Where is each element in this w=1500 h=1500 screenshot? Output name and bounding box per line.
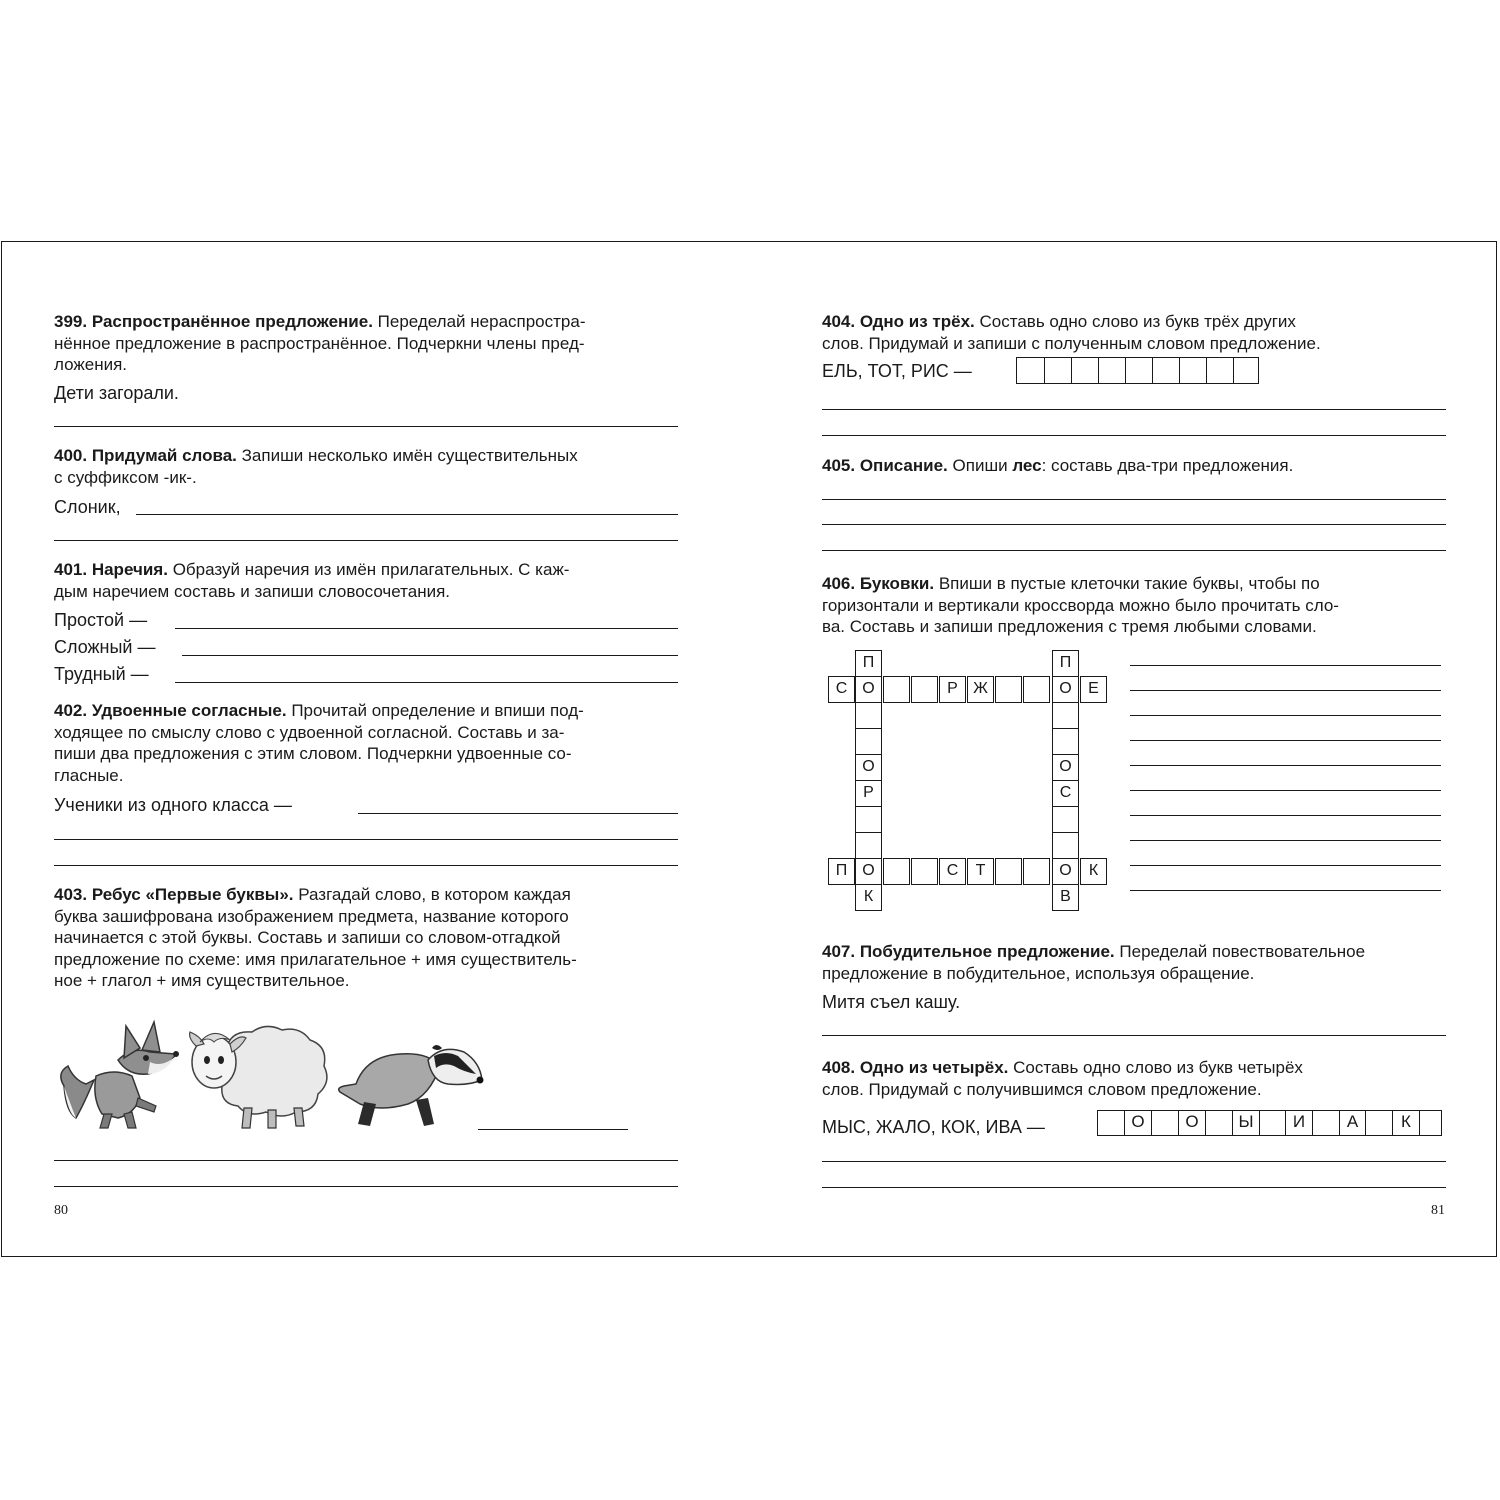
answer-line[interactable] <box>54 1160 678 1161</box>
answer-line[interactable] <box>822 435 1446 436</box>
letter-cell[interactable] <box>1233 358 1260 383</box>
answer-line[interactable] <box>1130 715 1441 716</box>
crossword-cell[interactable] <box>855 806 882 833</box>
crossword-cell[interactable]: О <box>855 858 882 885</box>
letter-cell[interactable] <box>1419 1111 1443 1135</box>
letter-cell[interactable] <box>1179 358 1206 383</box>
crossword-cell[interactable] <box>1023 676 1050 703</box>
crossword-cell[interactable] <box>995 676 1022 703</box>
answer-line[interactable] <box>1130 690 1441 691</box>
crossword-cell[interactable]: О <box>855 676 882 703</box>
crossword-cell[interactable] <box>883 858 910 885</box>
letter-cell[interactable] <box>1205 1111 1232 1135</box>
exercise-407: 407. Побудительное предложение. Переделай повествовательное предложение в побудительное, используя обращение. <box>822 942 1366 983</box>
crossword-cell[interactable] <box>1023 858 1050 885</box>
crossword-cell[interactable] <box>1052 832 1079 859</box>
answer-line[interactable] <box>1130 840 1441 841</box>
exercise-404: 404. Одно из трёх. Составь одно слово из букв трёх других слов. Придумай и запиши с полученным словом предложение. <box>822 312 1321 353</box>
answer-line[interactable] <box>54 865 678 866</box>
crossword-cell[interactable]: К <box>1080 858 1107 885</box>
crossword-cell[interactable] <box>1052 728 1079 755</box>
answer-line[interactable] <box>54 540 678 541</box>
crossword-cell[interactable] <box>995 858 1022 885</box>
letter-cell[interactable] <box>1151 1111 1178 1135</box>
answer-line[interactable] <box>358 813 678 814</box>
answer-line[interactable] <box>822 1035 1446 1036</box>
letter-cell[interactable] <box>1017 358 1044 383</box>
answer-line[interactable] <box>822 409 1446 410</box>
answer-line[interactable] <box>822 1161 1446 1162</box>
answer-line[interactable] <box>1130 890 1441 891</box>
ex401-word-3: Трудный — <box>54 664 149 684</box>
answer-line[interactable] <box>175 628 678 629</box>
answer-line[interactable] <box>54 839 678 840</box>
exercise-400: 400. Придумай слова. Запиши несколько имён существительных с суффиксом -ик-. <box>54 446 578 487</box>
answer-line[interactable] <box>822 524 1446 525</box>
answer-line[interactable] <box>1130 815 1441 816</box>
crossword-cell[interactable] <box>911 858 938 885</box>
crossword-cell[interactable]: Т <box>967 858 994 885</box>
crossword-cell[interactable]: Р <box>939 676 966 703</box>
ex400-prompt: Слоник, <box>54 497 121 517</box>
crossword-cell[interactable]: С <box>828 676 855 703</box>
crossword-cell[interactable] <box>855 728 882 755</box>
exercise-399: 399. Распространённое предложение. Переделай нераспростра- нённое предложение в распространённое. Подчеркни члены пред- ложения. <box>54 312 586 374</box>
crossword-cell[interactable] <box>1052 702 1079 729</box>
ex401-word-1: Простой — <box>54 610 148 630</box>
ex404-words: ЕЛЬ, ТОТ, РИС — <box>822 361 972 381</box>
letter-cell[interactable] <box>1125 358 1152 383</box>
letter-cell[interactable] <box>1152 358 1179 383</box>
crossword-cell[interactable] <box>855 702 882 729</box>
answer-line[interactable] <box>54 426 678 427</box>
answer-line[interactable] <box>54 1186 678 1187</box>
letter-cell[interactable] <box>1365 1111 1392 1135</box>
answer-line[interactable] <box>136 514 678 515</box>
answer-line[interactable] <box>1130 865 1441 866</box>
crossword-cell[interactable]: Р <box>855 780 882 807</box>
answer-line[interactable] <box>175 682 678 683</box>
answer-line[interactable] <box>1130 665 1441 666</box>
ex399-sentence: Дети загорали. <box>54 383 179 403</box>
crossword-cell[interactable]: В <box>1052 884 1079 911</box>
crossword-cell[interactable] <box>883 676 910 703</box>
letter-cell[interactable] <box>1312 1111 1339 1135</box>
exercise-402: 402. Удвоенные согласные. Прочитай определение и впиши под- ходящее по смыслу слово с удвоенной согласной. Составь и за- пиши два предложения с этим словом. Подчеркни удвоенные со- гласные. <box>54 701 584 785</box>
crossword-cell[interactable]: О <box>1052 754 1079 781</box>
exercise-401: 401. Наречия. Образуй наречия из имён прилагательных. С каж- дым наречием составь и запиши словосочетания. <box>54 560 570 601</box>
letter-cell[interactable] <box>1098 358 1125 383</box>
letter-cell[interactable] <box>1044 358 1071 383</box>
ex401-word-2: Сложный — <box>54 637 156 657</box>
crossword-cell[interactable]: Е <box>1080 676 1107 703</box>
answer-line[interactable] <box>182 655 678 656</box>
letter-cell[interactable] <box>1071 358 1098 383</box>
crossword-cell[interactable]: С <box>939 858 966 885</box>
page-number: 80 <box>54 1203 68 1218</box>
exercise-403: 403. Ребус «Первые буквы». Разгадай слово, в котором каждая буква зашифрована изображением предмета, название которого начинается с этой буквы. Составь и запиши со словом-отгадкой предложение по схеме: имя прилагательное + имя существитель- ное + глагол + имя существительное. <box>54 885 577 990</box>
answer-line[interactable] <box>822 499 1446 500</box>
letter-cell[interactable] <box>1206 358 1233 383</box>
letter-cell[interactable]: О <box>1178 1111 1205 1135</box>
letter-cell[interactable]: К <box>1392 1111 1419 1135</box>
crossword-cell[interactable]: О <box>1052 858 1079 885</box>
crossword-cell[interactable]: С <box>1052 780 1079 807</box>
answer-line[interactable] <box>478 1129 628 1130</box>
letter-cell[interactable]: Ы <box>1232 1111 1259 1135</box>
ex407-sentence: Митя съел кашу. <box>822 992 961 1012</box>
sheep-icon <box>186 1020 332 1130</box>
crossword-cell[interactable]: О <box>1052 676 1079 703</box>
crossword-cell[interactable]: К <box>855 884 882 911</box>
crossword-cell[interactable] <box>855 832 882 859</box>
answer-line[interactable] <box>822 550 1446 551</box>
answer-line[interactable] <box>1130 765 1441 766</box>
exercise-408: 408. Одно из четырёх. Составь одно слово из букв четырёх слов. Придумай с получившимся словом предложение. <box>822 1058 1303 1099</box>
crossword-cell[interactable]: П <box>1052 650 1079 677</box>
ex404-letter-cells[interactable] <box>1016 357 1259 384</box>
ex408-letter-cells[interactable] <box>1097 1110 1442 1136</box>
crossword-cell[interactable]: П <box>828 858 855 885</box>
exercise-405: 405. Описание. Опиши лес: составь два-три предложения. <box>822 456 1294 475</box>
ex402-prompt: Ученики из одного класса — <box>54 795 292 815</box>
answer-line[interactable] <box>822 1187 1446 1188</box>
ex408-words: МЫС, ЖАЛО, КОК, ИВА — <box>822 1117 1045 1137</box>
crossword-cell[interactable] <box>911 676 938 703</box>
letter-cell[interactable] <box>1098 1111 1124 1135</box>
exercise-406: 406. Буковки. Впиши в пустые клеточки такие буквы, чтобы по горизонтали и вертикали кроссворда можно было прочитать сло- ва. Составь и запиши предложения с тремя любыми словами. <box>822 574 1339 636</box>
badger-icon <box>336 1042 486 1134</box>
crossword-cell[interactable]: П <box>855 650 882 677</box>
crossword-cell[interactable]: О <box>855 754 882 781</box>
crossword-cell[interactable]: Ж <box>967 676 994 703</box>
crossword-cell[interactable] <box>1052 806 1079 833</box>
fox-icon <box>54 1018 184 1130</box>
page-number: 81 <box>1431 1203 1445 1218</box>
letter-cell[interactable]: О <box>1124 1111 1151 1135</box>
letter-cell[interactable]: А <box>1339 1111 1365 1135</box>
answer-line[interactable] <box>1130 740 1441 741</box>
letter-cell[interactable] <box>1259 1111 1285 1135</box>
answer-line[interactable] <box>1130 790 1441 791</box>
letter-cell[interactable]: И <box>1285 1111 1312 1135</box>
